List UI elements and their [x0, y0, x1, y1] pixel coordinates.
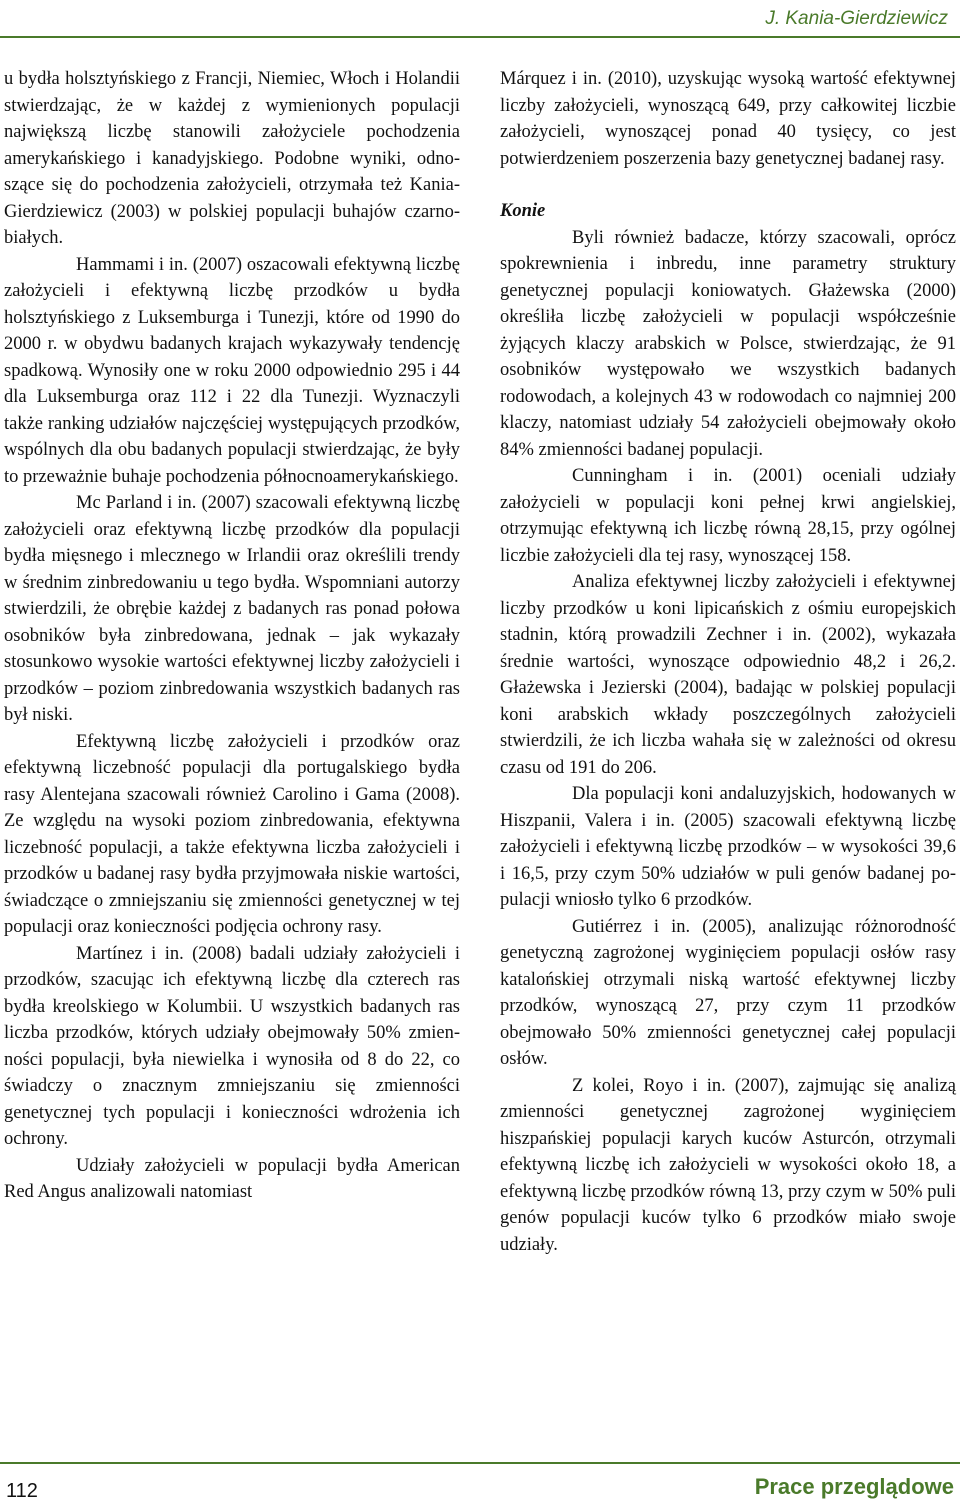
section-label: Prace przeglądowe — [754, 1474, 954, 1499]
paragraph: Hammami i in. (2007) oszacowali efektywną liczbę założycieli i efektywną liczbę przodków u bydła holsztyńskiego z Luksemburga i Tunezji, które od 1990 do 2000 r. w obydwu badanych krajach wykazywały tendencję spadkową. Wynosiły one w roku 2000 odpowiednio 295 i 44 dla Luksemburga oraz 112 i 22 dla Tunezji. Wyznaczyli także ranking udziałów najczęściej występujących przodków, wspólnych dla obu badanych populacji stwierdzając, że były to przeważnie buhaje pochodzenia północnoamerykańskiego. — [4, 254, 460, 487]
paragraph: Z kolei, Royo i in. (2007), zajmując się analizą zmienności genetycznej zagrożonej wyginięciem hiszpańskiej populacji karych kuców Asturcón, otrzymali efektywną liczbę ich założycieli w wysokości około 18, a efektywną liczbę przodków równą 13, przy czym w 50% puli genów populacji kuców tylko 6 przodków miało swoje udziały. — [500, 1075, 956, 1255]
paragraph: Udziały założycieli w populacji bydła American Red Angus analizowali natomiast — [4, 1155, 460, 1202]
paragraph: Dla populacji koni andaluzyjskich, hodowanych w Hiszpanii, Valera i in. (2005) szacowali efektywną liczbę założycieli i efektywną liczbę przodków – w wysokości 39,6 i 16,5, przy czym 50% udziałów w puli genów badanej populacji wniosło tylko 6 przodków. — [500, 784, 956, 910]
paragraph: Analiza efektywnej liczby założycieli i efektywnej liczby przodków u koni lipicańskich z ośmiu europejskich stadnin, którą prowadzili Zechner i in. (2002), wykazała średnie wartości, wynoszące odpowiednio 48,2 i 26,2. Głażewska i Jezierski (2004), badając w polskiej populacji koni arabskich wkłady poszczególnych założycieli stwierdzili, że ich liczba wahała się w zależności od okresu czasu od 191 do 206. — [500, 572, 956, 778]
paragraph: Efektywną liczbę założycieli i przodków oraz efektywną liczebność populacji dla portugalskiego bydła rasy Alentejana szacowali również Carolino i Gama (2008). Ze względu na wysoki poziom zinbredowania, efektywna liczebność populacji, a także efektywna liczba założycieli i przodków u badanej rasy bydła przyjmowała niskie wartości, świadczące o zmniejszaniu się zmienności genetycznej w tej populacji oraz konieczności podjęcia ochrony rasy. — [4, 731, 460, 937]
page-number: 112 — [6, 1480, 38, 1502]
right-column — [500, 66, 956, 1258]
paragraph: Mc Parland i in. (2007) szacowali efektywną liczbę założycieli oraz efektywną liczbę przodków dla populacji bydła mięsnego i mlecznego w Irlandii oraz określili trendy w średnim zinbredowaniu u tego bydła. Wspomniani autorzy stwierdzili, że obrębie każdej z badanych ras ponad połowa osobników była zinbredowana, jednak – jak wykazały stosunkowo wysokie wartości efektywnej liczby założycieli i przodków – poziom zinbredowania wszystkich badanych ras był niski. — [4, 493, 460, 725]
paragraph: Gutiérrez i in. (2005), analizując różnorodność genetyczną zagrożonej wyginięciem populacji osłów rasy katalońskiej otrzymali niską wartość efektywnej liczby przodków, wynoszącą 27, przy czym 11 przodków obejmowało 50% zmienności genetycznej całej populacji osłów. — [500, 916, 956, 1069]
header-rule — [0, 36, 960, 38]
paragraph: Márquez i in. (2010), uzyskując wysoką wartość efektywnej liczby założycieli, wynoszącą 649, przy całkowitej liczbie założycieli, wynoszącej ponad 40 tysięcy, co jest potwierdzeniem poszerzenia bazy genetycznej badanej rasy. — [500, 69, 956, 169]
paragraph: Byli również badacze, którzy szacowali, oprócz spokrewnienia i inbredu, inne parametry struktury genetycznej populacji koniowatych. Głażewska (2000) określiła liczbę założycieli w populacji współcześnie żyjących klaczy arabskich w Polsce, stwierdzając, że 91 osobników występowało we wszystkich badanych rodowodach, a kolejnych 43 w rodowodach co najmniej 200 klaczy, natomiast udziały 54 założycieli obejmowały około 84% zmienności badanej populacji. — [500, 227, 956, 460]
paragraph: Cunningham i in. (2001) oceniali udziały założycieli w populacji koni pełnej krwi angielskiej, otrzymując efektywną ich liczbę równą 28,15, przy ogólnej liczbie założycieli dla tej rasy, wynoszącej 158. — [500, 466, 956, 566]
left-column — [4, 66, 460, 1206]
footer-rule — [0, 1462, 960, 1464]
paragraph: u bydła holsztyńskiego z Francji, Niemiec, Włoch i Holandii stwierdzając, że w każdej z wymienionych populacji największą liczbę stanowili założyciele pochodzenia amerykańskiego i kanadyjskiego. Podobne wyniki, odnoszące się do pochodzenia założycieli, otrzymała też Kania-Gierdziewicz (2003) w polskiej populacji buhajów czarno-białych. — [4, 69, 460, 248]
section-heading: Konie — [500, 201, 546, 221]
running-head: J. Kania-Gierdziewicz — [765, 8, 948, 29]
paragraph: Martínez i in. (2008) badali udziały założycieli i przodków, szacując ich efektywną liczbę dla czterech ras bydła kreolskiego w Kolumbii. U wszystkich badanych ras liczba przodków, których udziały obejmowały 50% zmienności populacji, była niewielka i wynosiła od 8 do 22, co świadczy o znacznym zmniejszaniu się zmienności genetycznej tych populacji i konieczności wdrożenia ich ochrony. — [4, 943, 460, 1149]
